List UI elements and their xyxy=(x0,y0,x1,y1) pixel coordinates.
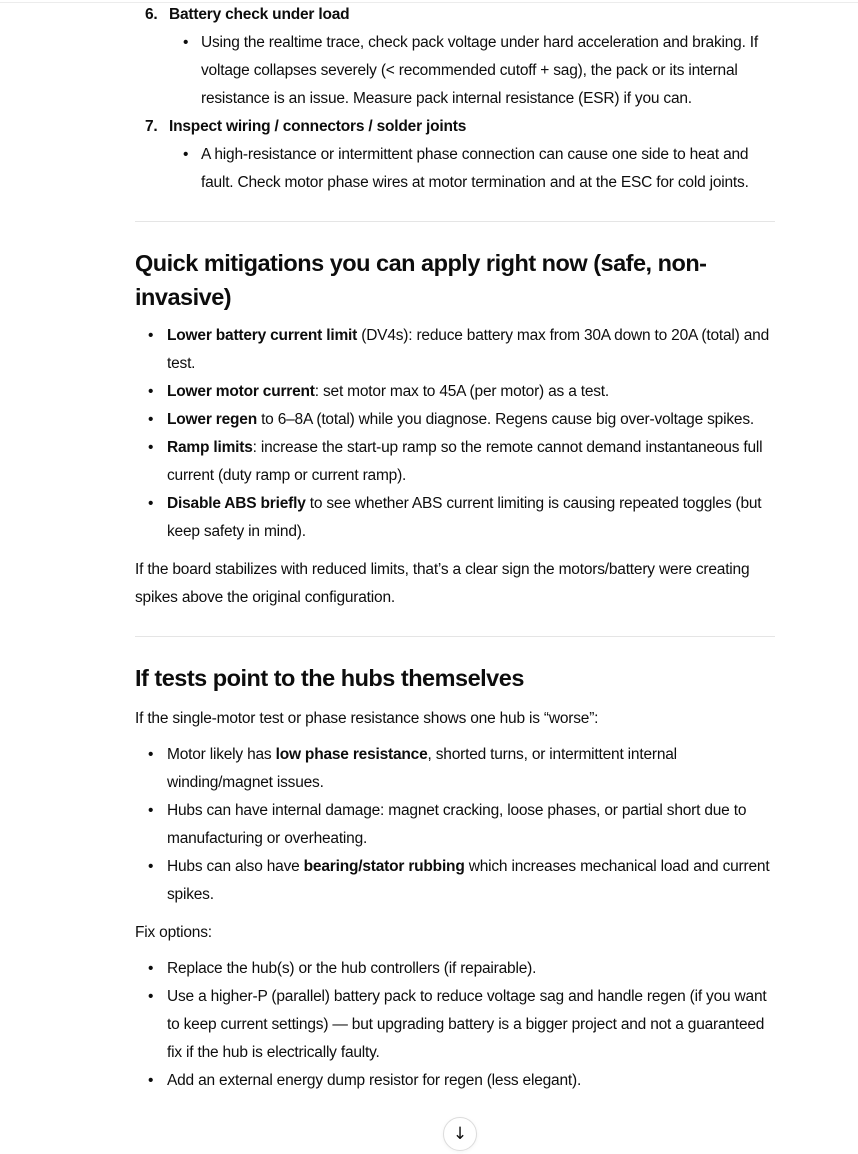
body-text: Lower battery current limit (DV4s): reduce battery max from 30A down to 20A (total) and test. xyxy=(167,327,769,372)
body-text: Replace the hub(s) or the hub controllers (if repairable). xyxy=(167,960,537,977)
list-item xyxy=(135,322,775,378)
bold-text: Lower regen xyxy=(167,411,257,428)
bullet-marker: • xyxy=(148,746,154,763)
assistant-message xyxy=(135,0,775,1095)
section-divider xyxy=(135,221,775,222)
bold-text: bearing/stator rubbing xyxy=(303,858,465,875)
bold-text: Lower battery current limit xyxy=(167,327,358,344)
bullet-marker: • xyxy=(183,34,189,51)
bold-text: low phase resistance xyxy=(275,746,428,763)
list-item xyxy=(169,29,775,113)
list-item xyxy=(135,983,775,1067)
body-text: Add an external energy dump resistor for regen (less elegant). xyxy=(167,1072,582,1089)
mitigations-list xyxy=(135,322,775,546)
bold-text: Ramp limits xyxy=(167,439,253,456)
list-item xyxy=(169,141,775,197)
paragraph: If the single-motor test or phase resistance shows one hub is “worse”: xyxy=(135,710,599,727)
body-text: Use a higher-P (parallel) battery pack to reduce voltage sag and handle regen (if you want to keep current settings) — but upgrading battery is a bigger project and not a guaranteed fix if the hub is electrically faulty. xyxy=(167,988,767,1061)
list-number: 7. xyxy=(145,118,158,135)
bold-text: Disable ABS briefly xyxy=(167,495,306,512)
list-item xyxy=(135,378,775,406)
bullet-marker: • xyxy=(148,960,154,977)
list-item xyxy=(135,797,775,853)
body-text: Ramp limits: increase the start-up ramp so the remote cannot demand instantaneous full current (duty ramp or current ramp). xyxy=(167,439,763,484)
bullet-marker: • xyxy=(148,802,154,819)
list-item xyxy=(135,1067,775,1095)
body-text: Lower regen to 6–8A (total) while you diagnose. Regens cause big over-voltage spikes. xyxy=(167,411,754,428)
body-text: Disable ABS briefly to see whether ABS current limiting is causing repeated toggles (but keep safety in mind). xyxy=(167,495,762,540)
fix-options-list xyxy=(135,955,775,1095)
numbered-list xyxy=(135,1,775,197)
bullet-marker: • xyxy=(148,411,154,428)
fix-options-label: Fix options: xyxy=(135,924,212,941)
bold-text: Lower motor current xyxy=(167,383,315,400)
body-text: Hubs can have internal damage: magnet cracking, loose phases, or partial short due to manufacturing or overheating. xyxy=(167,802,747,847)
bullet-marker: • xyxy=(148,495,154,512)
list-item xyxy=(135,490,775,546)
section-divider xyxy=(135,636,775,637)
list-item-title: Inspect wiring / connectors / solder joints xyxy=(169,118,467,135)
list-item xyxy=(135,955,775,983)
bullet-marker: • xyxy=(148,383,154,400)
section-heading-hubs: If tests point to the hubs themselves xyxy=(135,665,524,691)
numbered-list-item xyxy=(135,1,775,113)
paragraph: If the board stabilizes with reduced limits, that’s a clear sign the motors/battery were creating spikes above the original configuration. xyxy=(135,561,750,606)
list-number: 6. xyxy=(145,6,158,23)
bullet-marker: • xyxy=(148,327,154,344)
body-text: Hubs can also have bearing/stator rubbing which increases mechanical load and current spikes. xyxy=(167,858,770,903)
list-item xyxy=(135,434,775,490)
body-text: Using the realtime trace, check pack voltage under hard acceleration and braking. If voltage collapses severely (< recommended cutoff + sag), the pack or its internal resistance is an issue. Measure pack internal resistance (ESR) if you can. xyxy=(201,34,759,107)
body-text: Motor likely has low phase resistance, shorted turns, or intermittent internal winding/magnet issues. xyxy=(167,746,677,791)
section-heading-mitigations: Quick mitigations you can apply right now (safe, non-invasive) xyxy=(135,250,707,310)
numbered-list-item xyxy=(135,113,775,197)
body-text: Lower motor current: set motor max to 45A (per motor) as a test. xyxy=(167,383,610,400)
list-item-title: Battery check under load xyxy=(169,6,350,23)
bullet-marker: • xyxy=(148,988,154,1005)
bullet-marker: • xyxy=(183,146,189,163)
bullet-marker: • xyxy=(148,1072,154,1089)
list-item xyxy=(135,406,775,434)
arrow-down-icon: ↓ xyxy=(452,1123,468,1144)
list-item xyxy=(135,741,775,797)
hubs-list xyxy=(135,741,775,909)
list-item xyxy=(135,853,775,909)
body-text: A high-resistance or intermittent phase connection can cause one side to heat and fault. Check motor phase wires at motor termination and at the ESC for cold joints. xyxy=(201,146,749,191)
scroll-to-bottom-button[interactable] xyxy=(443,1117,477,1151)
bullet-marker: • xyxy=(148,439,154,456)
bullet-marker: • xyxy=(148,858,154,875)
